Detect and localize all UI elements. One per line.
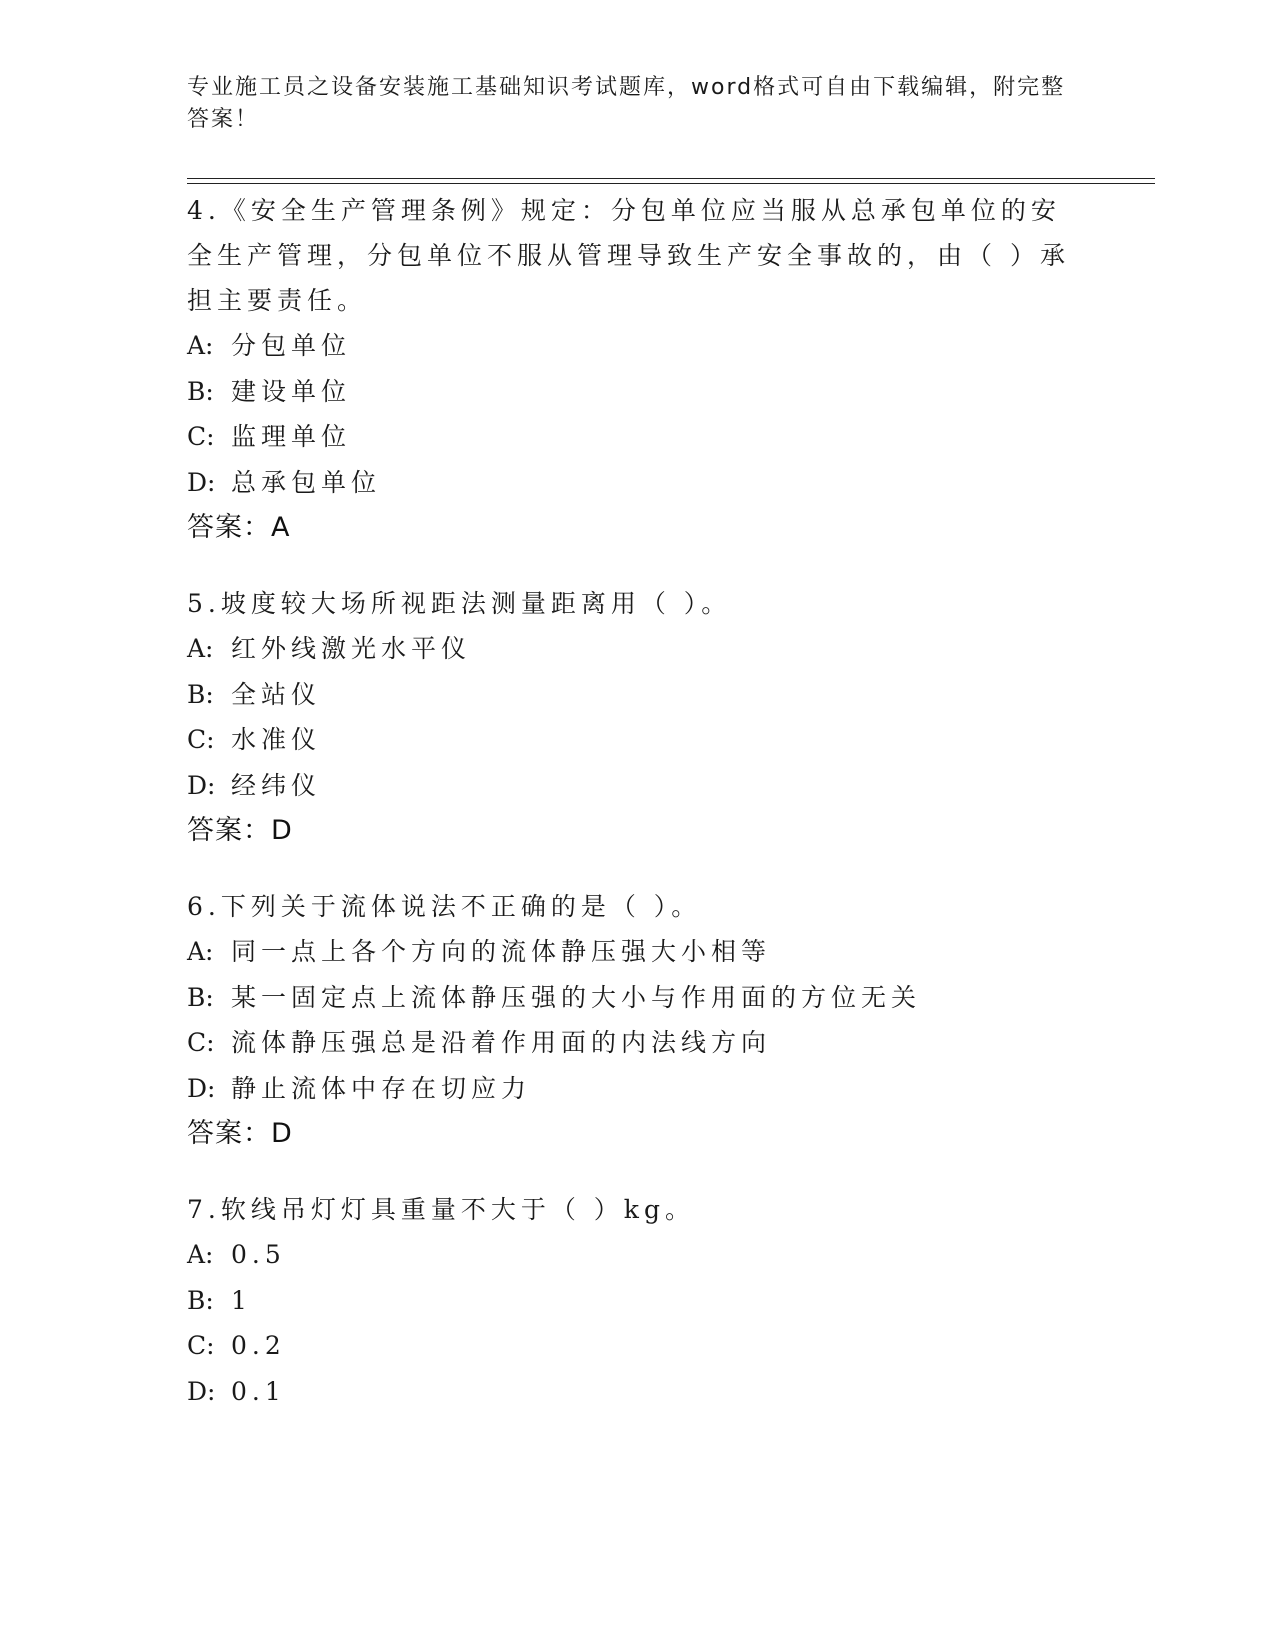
option-text: 0.1 <box>231 1376 286 1406</box>
question-7 <box>187 1187 1087 1414</box>
document-header: 专业施工员之设备安装施工基础知识考试题库，word格式可自由下载编辑，附完整答案！ <box>187 75 1066 132</box>
option-text: 分包单位 <box>231 331 352 360</box>
option-text: 0.2 <box>231 1331 286 1360</box>
option-key: C: <box>187 1028 215 1057</box>
question-list <box>187 188 1087 1444</box>
option-key: B: <box>187 982 214 1012</box>
question-5 <box>187 581 1087 854</box>
option-text: 总承包单位 <box>231 467 382 497</box>
option-text: 0.5 <box>231 1240 286 1269</box>
option-b <box>187 975 1087 1021</box>
question-6 <box>187 884 1087 1157</box>
option-d <box>187 1066 1087 1112</box>
option-b <box>187 1278 1087 1324</box>
option-text: 全站仪 <box>231 679 322 709</box>
option-a <box>187 929 1087 975</box>
option-key: C: <box>187 1331 215 1360</box>
option-key: A: <box>187 1240 214 1269</box>
option-b <box>187 369 1087 415</box>
option-key: B: <box>187 376 214 406</box>
option-key: C: <box>187 725 215 754</box>
option-d <box>187 460 1087 506</box>
option-text: 建设单位 <box>231 376 352 406</box>
option-c <box>187 414 1087 460</box>
question-stem: 5.坡度较大场所视距法测量距离用（ ）。 <box>187 589 732 618</box>
option-c <box>187 717 1087 763</box>
question-stem: 7.软线吊灯灯具重量不大于（ ）kg。 <box>187 1195 695 1224</box>
question-stem: 4.《安全生产管理条例》规定：分包单位应当服从总承包单位的安全生产管理，分包单位不服从管理导致生产安全事故的，由（ ）承担主要责任。 <box>187 196 1070 315</box>
option-key: D: <box>187 770 216 800</box>
option-key: D: <box>187 1376 216 1406</box>
option-text: 经纬仪 <box>231 770 322 800</box>
option-text: 同一点上各个方向的流体静压强大小相等 <box>231 937 772 966</box>
option-text: 水准仪 <box>231 725 322 754</box>
option-d <box>187 1369 1087 1415</box>
option-c <box>187 1323 1087 1369</box>
option-d <box>187 763 1087 809</box>
answer-line: 答案：D <box>187 815 293 846</box>
header-divider-top <box>187 178 1155 179</box>
option-text: 静止流体中存在切应力 <box>231 1073 532 1103</box>
question-4 <box>187 188 1087 551</box>
option-text: 某一固定点上流体静压强的大小与作用面的方位无关 <box>231 982 922 1012</box>
option-a <box>187 323 1087 369</box>
option-text: 监理单位 <box>231 422 352 451</box>
option-text: 1 <box>231 1285 252 1315</box>
option-a <box>187 626 1087 672</box>
option-b <box>187 672 1087 718</box>
option-key: B: <box>187 679 214 709</box>
option-key: A: <box>187 331 214 360</box>
option-key: B: <box>187 1285 214 1315</box>
question-stem: 6.下列关于流体说法不正确的是（ ）。 <box>187 892 702 921</box>
option-a <box>187 1232 1087 1278</box>
option-text: 流体静压强总是沿着作用面的内法线方向 <box>231 1028 772 1057</box>
option-key: C: <box>187 422 215 451</box>
answer-line: 答案：A <box>187 512 291 543</box>
answer-line: 答案：D <box>187 1118 293 1149</box>
option-key: A: <box>187 634 214 663</box>
option-c <box>187 1020 1087 1066</box>
option-text: 红外线激光水平仪 <box>231 634 472 663</box>
option-key: A: <box>187 937 214 966</box>
option-key: D: <box>187 467 216 497</box>
header-divider-bottom <box>187 183 1155 184</box>
option-key: D: <box>187 1073 216 1103</box>
